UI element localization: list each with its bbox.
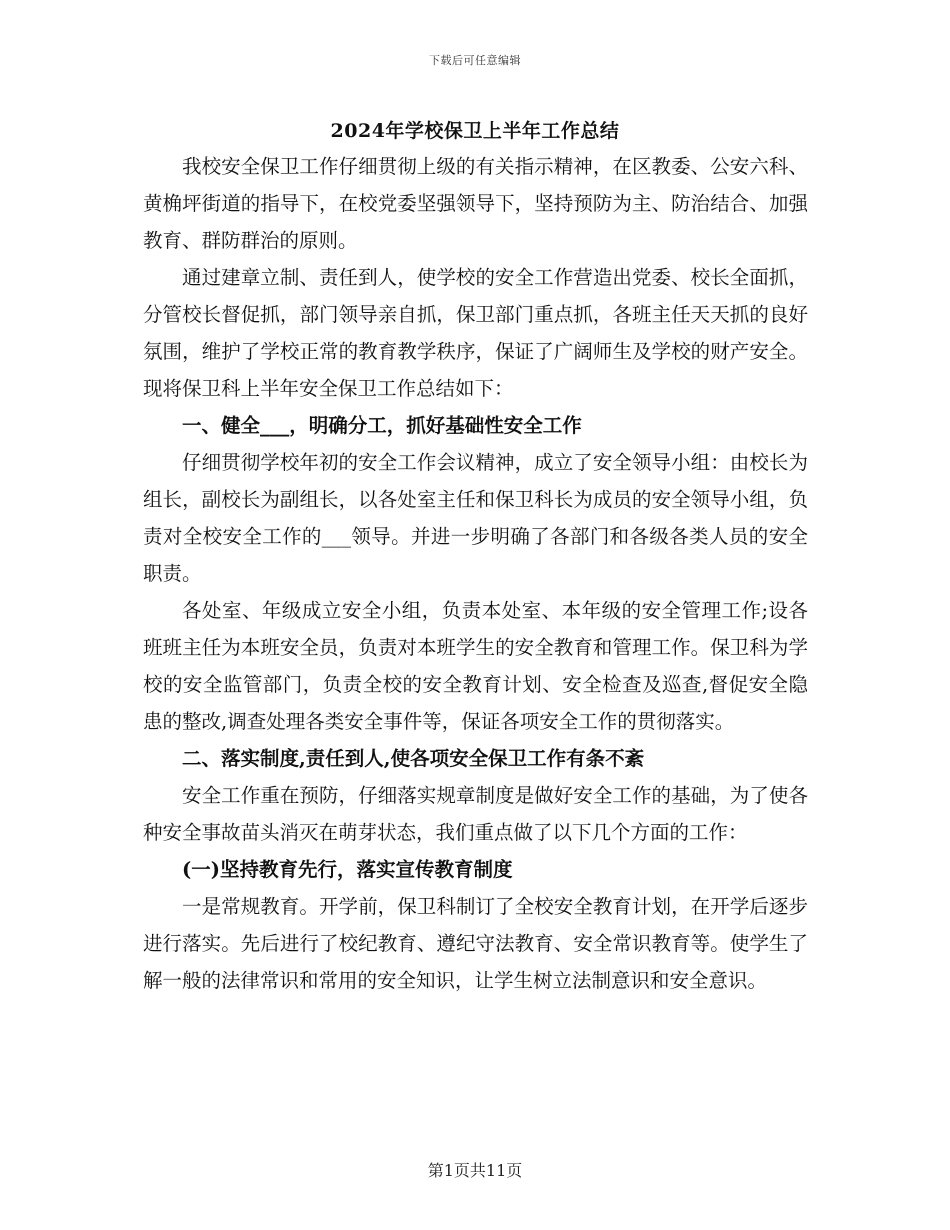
page-number: 第1页共11页: [427, 1161, 523, 1180]
paragraph-prevention: 安全工作重在预防，仔细落实规章制度是做好安全工作的基础，为了使各种安全事故苗头消灭在萌芽状态，我们重点做了以下几个方面的工作：: [143, 784, 808, 844]
paragraph-intro: 我校安全保卫工作仔细贯彻上级的有关指示精神，在区教委、公安六科、黄桷坪街道的指导下，在校党委坚强领导下，坚持预防为主、防治结合、加强教育、群防群治的原则。: [143, 155, 808, 252]
paragraph-routine-education: 一是常规教育。开学前，保卫科制订了全校安全教育计划，在开学后逐步进行落实。先后进行了校纪教育、遵纪守法教育、安全常识教育等。使学生了解一般的法律常识和常用的安全知识，让学生树立法制意识和安全意识。: [143, 895, 808, 992]
paragraph-overview: 通过建章立制、责任到人，使学校的安全工作营造出党委、校长全面抓，分管校长督促抓，部门领导亲自抓，保卫部门重点抓，各班主任天天抓的良好氛围，维护了学校正常的教育教学秩序，保证了广阔师生及学校的财产安全。现将保卫科上半年安全保卫工作总结如下：: [143, 266, 808, 400]
paragraph-safety-teams: 各处室、年级成立安全小组，负责本处室、本年级的安全管理工作;设各班班主任为本班安全员，负责对本班学生的安全教育和管理工作。保卫科为学校的安全监管部门，负责全校的安全教育计划、安全检查及巡查,督促安全隐患的整改,调查处理各类安全事件等，保证各项安全工作的贯彻落实。: [143, 599, 808, 733]
header-note: 下载后可任意编辑: [429, 54, 521, 67]
section-heading-2: 二、落实制度,责任到人,使各项安全保卫工作有条不紊: [182, 747, 645, 770]
section-heading-1: 一、健全___，明确分工，抓好基础性安全工作: [182, 414, 582, 437]
subsection-heading-1: (一)坚持教育先行，落实宣传教育制度: [182, 858, 513, 881]
document-title: 2024年学校保卫上半年工作总结: [330, 120, 620, 142]
paragraph-leadership-group: 仔细贯彻学校年初的安全工作会议精神，成立了安全领导小组：由校长为组长，副校长为副组长，以各处室主任和保卫科长为成员的安全领导小组，负责对全校安全工作的___领导。并进一步明确了各部门和各级各类人员的安全职责。: [143, 451, 808, 585]
document-body: [143, 148, 808, 999]
